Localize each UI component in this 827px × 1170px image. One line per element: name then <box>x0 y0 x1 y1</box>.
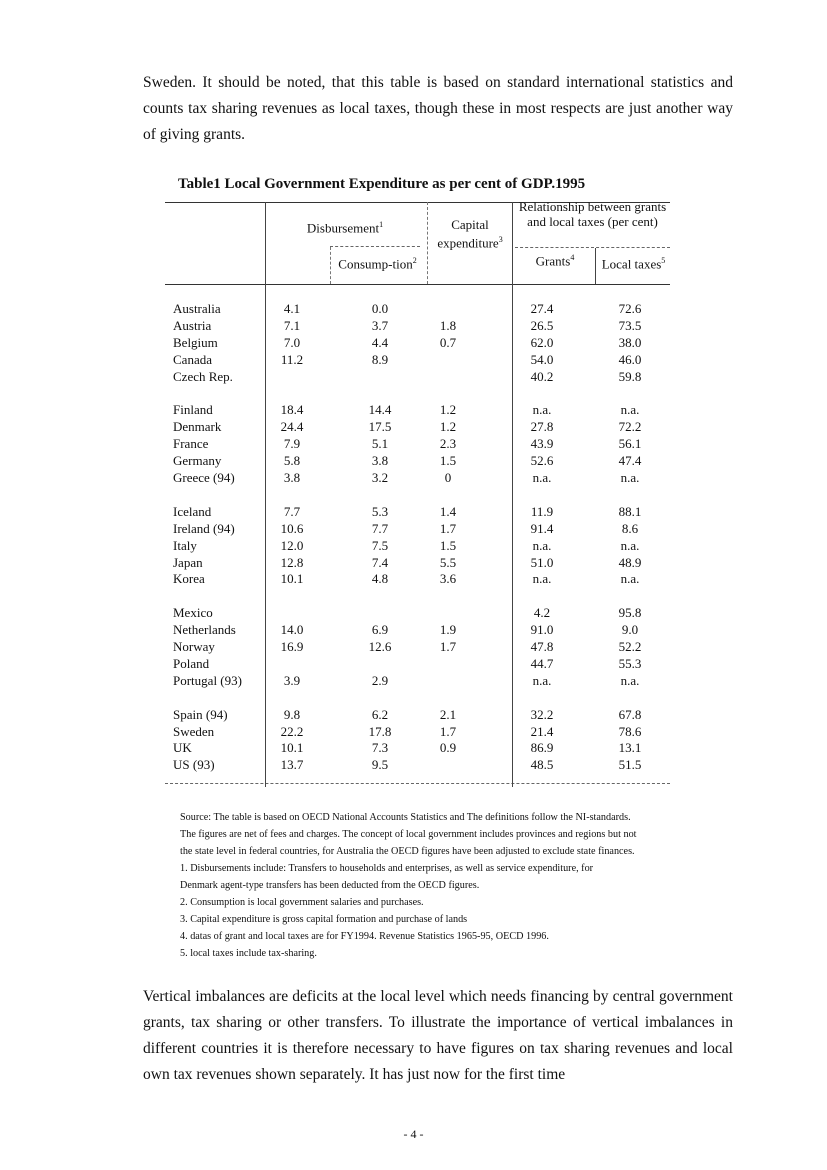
cell-grants: 52.6 <box>530 453 554 469</box>
cell-grants: 91.4 <box>530 520 554 536</box>
row-country: Australia <box>173 301 221 316</box>
cell-cons: 3.8 <box>371 453 389 469</box>
header-grants: Grants$^4$ <box>535 253 575 269</box>
row-country: Mexico <box>173 605 213 621</box>
row-country: Austria <box>173 317 212 333</box>
header-consumption: Consump-tion$^2$ <box>338 256 417 272</box>
cell-cons: 5.3 <box>371 503 389 519</box>
cell-disb: 3.8 <box>283 470 301 485</box>
cell-taxes: 46.0 <box>618 351 642 367</box>
row-country: Czech Rep. <box>173 368 233 384</box>
cell-cons: 6.2 <box>371 706 389 722</box>
cell-cap: 1.8 <box>439 317 457 333</box>
cell-disb: 7.1 <box>283 317 301 333</box>
cell-grants: n.a. <box>532 672 552 688</box>
cell-cap: 0.7 <box>439 334 457 350</box>
cell-grants: 91.0 <box>530 622 554 638</box>
cell-cons: 7.3 <box>371 740 389 756</box>
cell-taxes: 67.8 <box>618 706 642 722</box>
cell-taxes: n.a. <box>620 402 640 418</box>
cell-cap: 1.7 <box>439 639 457 654</box>
expenditure-table <box>165 197 670 787</box>
column-rule-1 <box>265 202 266 787</box>
row-country: Spain (94) <box>173 706 228 722</box>
cell-grants: 27.8 <box>530 419 554 435</box>
cell-disb: 5.8 <box>283 453 301 469</box>
cell-grants: n.a. <box>532 402 552 418</box>
cell-cons: 17.5 <box>368 419 392 435</box>
cell-taxes: 38.0 <box>618 334 642 350</box>
cell-cap: 1.4 <box>439 503 457 519</box>
cell-grants: 43.9 <box>530 436 554 452</box>
page-number: - 4 - <box>403 1127 424 1141</box>
row-country: Iceland <box>173 503 212 519</box>
cell-cap: 1.2 <box>439 402 457 418</box>
row-country: UK <box>173 740 192 756</box>
cell-grants: 26.5 <box>530 317 554 333</box>
cell-cons: 7.7 <box>371 520 389 536</box>
cell-grants: 32.2 <box>530 706 554 722</box>
cell-taxes: 88.1 <box>618 503 642 519</box>
cell-cap: 1.5 <box>439 537 457 553</box>
cell-disb: 12.0 <box>280 537 304 553</box>
cell-cons: 12.6 <box>368 639 392 654</box>
cell-taxes: 48.9 <box>618 554 642 570</box>
cell-cons: 17.8 <box>368 723 392 739</box>
row-country: France <box>173 436 209 452</box>
cell-disb: 7.9 <box>283 436 301 452</box>
cell-cap: 3.6 <box>439 571 457 587</box>
note-line: 5. local taxes include tax-sharing. <box>180 948 317 959</box>
cell-disb: 12.8 <box>280 554 304 570</box>
cell-cap: 1.7 <box>439 520 457 536</box>
note-line: The figures are net of fees and charges. The concept of local government includes provinces and regions but not <box>180 829 637 840</box>
note-line: the state level in federal countries, for Australia the OECD figures have been adjusted to exclude state finances. <box>180 846 635 857</box>
taxes-left-rule <box>595 248 596 284</box>
cell-disb: 10.6 <box>280 520 304 536</box>
cell-taxes: 13.1 <box>618 740 642 756</box>
cell-cons: 7.5 <box>371 537 389 553</box>
cell-cons: 7.4 <box>371 554 389 570</box>
cell-taxes: 56.1 <box>618 436 642 452</box>
cell-cons: 3.7 <box>371 317 389 333</box>
cell-grants: 86.9 <box>530 740 554 756</box>
row-country: Netherlands <box>173 622 236 638</box>
note-line: 2. Consumption is local government salaries and purchases. <box>180 897 424 908</box>
header-capital: Capital expenditure$^3$ <box>437 217 503 251</box>
cell-grants: 4.2 <box>533 605 551 621</box>
cell-disb: 14.0 <box>280 622 304 638</box>
note-line: 1. Disbursements include: Transfers to households and enterprises, as well as service expenditure, for <box>180 863 594 874</box>
note-line: Denmark agent-type transfers has been deducted from the OECD figures. <box>180 880 480 891</box>
cell-taxes: 72.6 <box>618 301 642 316</box>
row-country: Norway <box>173 639 215 654</box>
cell-cap: 1.7 <box>439 723 457 739</box>
cell-cap: 1.2 <box>439 419 457 435</box>
consumption-left-rule <box>330 247 331 284</box>
cell-taxes: 55.3 <box>618 655 642 671</box>
cell-cons: 9.5 <box>371 757 389 773</box>
cell-taxes: 59.8 <box>618 368 642 384</box>
note-line: 3. Capital expenditure is gross capital formation and purchase of lands <box>180 914 468 925</box>
table-bottom-rule <box>165 783 670 784</box>
cell-cons: 4.4 <box>371 334 389 350</box>
disbursement-underline <box>330 246 420 247</box>
row-country: Japan <box>173 554 203 570</box>
cell-cons: 5.1 <box>371 436 389 452</box>
cell-taxes: 47.4 <box>618 453 642 469</box>
table-title: Table1 Local Government Expenditure as per cent of GDP.1995 <box>178 176 586 192</box>
row-country: Sweden <box>173 723 215 739</box>
row-country: Belgium <box>173 334 218 350</box>
cell-taxes: 73.5 <box>618 317 642 333</box>
cell-taxes: n.a. <box>620 470 640 485</box>
row-country: Portugal (93) <box>173 672 242 688</box>
intro-paragraph: Sweden. It should be noted, that this table is based on standard international statistics and counts tax sharing revenues as local taxes, though these in most respects are just another way of giving grants. <box>143 74 733 143</box>
row-country: Ireland (94) <box>173 520 235 536</box>
cell-disb: 11.2 <box>280 351 304 367</box>
relationship-left-rule <box>512 202 513 787</box>
cell-cons: 2.9 <box>371 672 389 688</box>
header-bottom-rule <box>165 284 670 285</box>
header-relationship: Relationship between grants and local taxes (per cent) <box>518 199 667 229</box>
row-country: Germany <box>173 453 222 469</box>
row-country: Korea <box>173 571 205 587</box>
relationship-underline <box>515 247 670 248</box>
cell-taxes: 51.5 <box>618 757 642 773</box>
table-notes <box>180 809 740 962</box>
cell-grants: n.a. <box>532 537 552 553</box>
cell-grants: 51.0 <box>530 554 554 570</box>
cell-disb: 9.8 <box>283 706 301 722</box>
cell-grants: n.a. <box>532 571 552 587</box>
cell-grants: 54.0 <box>530 351 554 367</box>
cell-taxes: 8.6 <box>621 520 639 536</box>
cell-taxes: 9.0 <box>621 622 639 638</box>
cell-disb: 10.1 <box>280 740 304 756</box>
cell-cons: 8.9 <box>371 351 389 367</box>
cell-disb: 7.0 <box>283 334 301 350</box>
cell-cap: 0.9 <box>439 740 457 756</box>
capital-left-rule <box>427 202 428 284</box>
cell-grants: 21.4 <box>530 723 554 739</box>
cell-disb: 3.9 <box>283 672 301 688</box>
cell-grants: 48.5 <box>530 757 554 773</box>
note-line: Source: The table is based on OECD National Accounts Statistics and The definitions follow the NI-standards. <box>180 812 631 823</box>
row-country: Poland <box>173 655 210 671</box>
header-local-taxes: Local taxes$^5$ <box>601 256 666 272</box>
cell-taxes: 52.2 <box>618 639 642 654</box>
row-country: Denmark <box>173 419 222 435</box>
cell-disb: 16.9 <box>280 639 304 654</box>
cell-disb: 10.1 <box>280 571 304 587</box>
cell-taxes: 72.2 <box>618 419 642 435</box>
cell-grants: n.a. <box>532 470 552 485</box>
row-country: Canada <box>173 351 212 367</box>
cell-grants: 44.7 <box>530 655 554 671</box>
cell-disb: 7.7 <box>283 503 301 519</box>
cell-taxes: n.a. <box>620 571 640 587</box>
cell-disb: 4.1 <box>283 301 301 316</box>
row-country: Italy <box>173 537 197 553</box>
cell-cons: 0.0 <box>371 301 389 316</box>
cell-cap: 1.9 <box>439 622 457 638</box>
cell-taxes: 78.6 <box>618 723 642 739</box>
cell-disb: 22.2 <box>280 723 304 739</box>
cell-cons: 3.2 <box>371 470 389 485</box>
cell-disb: 13.7 <box>280 757 304 773</box>
cell-disb: 24.4 <box>280 419 304 435</box>
cell-grants: 62.0 <box>530 334 554 350</box>
cell-cap: 1.5 <box>439 453 457 469</box>
row-country: Finland <box>173 402 213 418</box>
cell-grants: 40.2 <box>530 368 554 384</box>
cell-taxes: 95.8 <box>618 605 642 621</box>
cell-cons: 6.9 <box>371 622 389 638</box>
row-country: US (93) <box>173 757 215 773</box>
note-line: 4. datas of grant and local taxes are for FY1994. Revenue Statistics 1965-95, OECD 1996. <box>180 931 549 942</box>
cell-disb: 18.4 <box>280 402 304 418</box>
cell-cap: 2.1 <box>439 706 457 722</box>
cell-grants: 27.4 <box>530 301 554 316</box>
row-country: Greece (94) <box>173 470 235 485</box>
cell-cap: 5.5 <box>439 554 457 570</box>
cell-cap: 0 <box>444 470 452 485</box>
cell-cap: 2.3 <box>439 436 457 452</box>
cell-taxes: n.a. <box>620 672 640 688</box>
closing-paragraph: Vertical imbalances are deficits at the local level which needs financing by central government grants, tax sharing or other transfers. To illustrate the importance of vertical imbalances in different countries it is therefore necessary to have figures on tax sharing revenues and local own tax revenues shown separately. It has just now for the first time <box>143 988 733 1083</box>
cell-taxes: n.a. <box>620 537 640 553</box>
cell-cons: 4.8 <box>371 571 389 587</box>
header-disbursement: Disbursement$^1$ <box>306 220 384 236</box>
cell-grants: 11.9 <box>530 503 554 519</box>
cell-grants: 47.8 <box>530 639 554 654</box>
cell-cons: 14.4 <box>368 402 392 418</box>
